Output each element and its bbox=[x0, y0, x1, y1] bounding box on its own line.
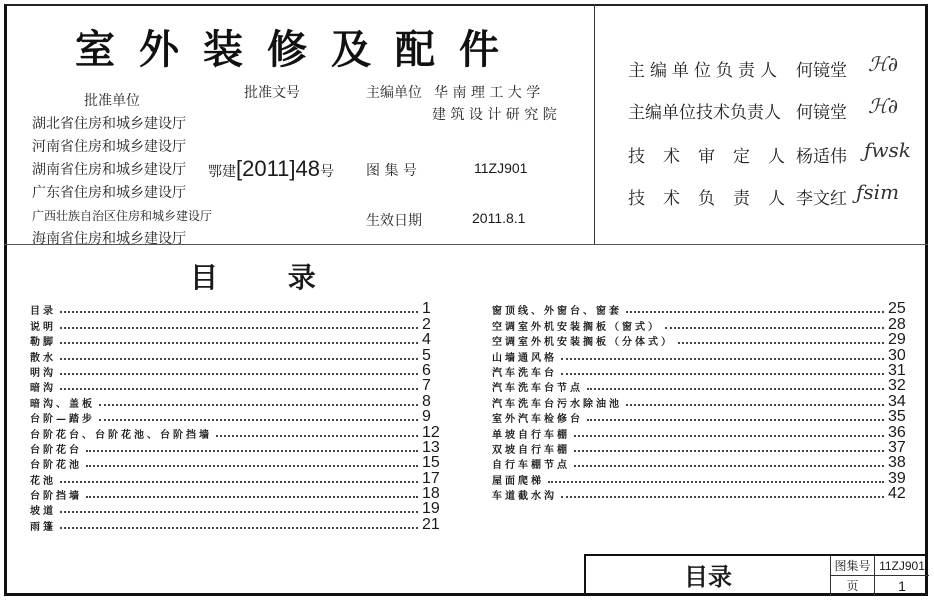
role: 主编单位技术负责人 bbox=[628, 103, 781, 123]
toc-entry-page: 12 bbox=[422, 423, 440, 441]
toc-entry-title: 台阶挡墙 bbox=[30, 491, 82, 503]
toc-entry-page: 39 bbox=[888, 469, 906, 487]
toc-entry[interactable] bbox=[30, 487, 444, 502]
toc-entry[interactable] bbox=[492, 333, 910, 348]
toc-entry[interactable] bbox=[30, 361, 444, 379]
toc-entry-title: 说明 bbox=[30, 321, 56, 333]
title-block-grid bbox=[830, 556, 929, 596]
role: 技术负责人 bbox=[628, 189, 803, 209]
toc-entry-page: 7 bbox=[422, 377, 431, 395]
responsibility-row bbox=[628, 56, 872, 81]
toc-entry[interactable] bbox=[30, 438, 444, 456]
leader-dots bbox=[60, 311, 418, 313]
editor-unit-line2: 建 筑 设 计 研 究 院 bbox=[432, 107, 557, 123]
leader-dots bbox=[86, 496, 418, 498]
toc-entry-title: 散水 bbox=[30, 352, 56, 364]
responsibility-row bbox=[628, 184, 872, 209]
leader-dots bbox=[665, 327, 884, 329]
toc-entry[interactable] bbox=[492, 410, 910, 425]
toc-entry-page: 2 bbox=[422, 315, 431, 333]
toc-entry[interactable] bbox=[30, 471, 444, 486]
toc-entry-title: 屋面爬梯 bbox=[492, 475, 544, 487]
toc-entry[interactable] bbox=[492, 438, 910, 456]
toc-entry-title: 台阶—踏步 bbox=[30, 414, 95, 426]
toc-entry[interactable] bbox=[30, 410, 444, 425]
toc-entry-page: 4 bbox=[422, 331, 431, 349]
header-divider-vertical bbox=[594, 4, 595, 244]
leader-dots bbox=[574, 465, 884, 467]
toc-entry-page: 5 bbox=[422, 346, 431, 364]
toc-entry-page: 19 bbox=[422, 500, 440, 518]
leader-dots bbox=[587, 388, 884, 390]
toc-entry-title: 目录 bbox=[30, 306, 56, 318]
toc-entry-title: 花池 bbox=[30, 475, 56, 487]
toc-entry-page: 21 bbox=[422, 515, 440, 533]
toc-title: 目 录 bbox=[190, 261, 346, 294]
leader-dots bbox=[548, 481, 884, 483]
toc-entry-title: 暗沟、盖板 bbox=[30, 398, 95, 410]
signature-icon: ℋ∂ bbox=[868, 52, 899, 76]
toc-entry-title: 汽车洗车台节点 bbox=[492, 383, 583, 395]
toc-right-column bbox=[492, 302, 910, 502]
approval-doc-year: [2011] bbox=[236, 156, 296, 181]
person-name: 李文红 bbox=[796, 189, 847, 209]
toc-entry-title: 汽车洗车台污水除油池 bbox=[492, 398, 622, 410]
approval-doc-prefix: 鄂建 bbox=[208, 164, 236, 180]
atlas-no: 11ZJ901 bbox=[875, 556, 929, 576]
toc-entry[interactable] bbox=[492, 471, 910, 486]
toc-entry-title: 空调室外机安装搁板（窗式） bbox=[492, 321, 661, 333]
toc-entry-page: 42 bbox=[888, 485, 906, 503]
toc-entry-page: 6 bbox=[422, 361, 431, 379]
leader-dots bbox=[561, 373, 884, 375]
title-block bbox=[584, 554, 928, 596]
leader-dots bbox=[626, 404, 884, 406]
toc-entry-title: 雨篷 bbox=[30, 521, 56, 533]
toc-entry[interactable] bbox=[30, 333, 444, 348]
toc-entry-page: 18 bbox=[422, 485, 440, 503]
toc-entry-title: 单坡自行车棚 bbox=[492, 429, 570, 441]
approval-unit: 湖南省住房和城乡建设厅 bbox=[32, 162, 186, 178]
approval-unit: 广西壮族自治区住房和城乡建设厅 bbox=[32, 209, 213, 223]
toc-entry-title: 山墙通风格 bbox=[492, 352, 557, 364]
toc-entry[interactable] bbox=[30, 517, 444, 532]
atlas-no-label: 图 集 号 bbox=[366, 163, 417, 179]
toc-entry-page: 8 bbox=[422, 392, 431, 410]
atlas-no: 11ZJ901 bbox=[474, 160, 528, 176]
toc-entry-page: 31 bbox=[888, 361, 906, 379]
toc-entry-title: 勒脚 bbox=[30, 337, 56, 349]
approval-unit: 湖北省住房和城乡建设厅 bbox=[32, 116, 186, 132]
toc-entry-page: 29 bbox=[888, 331, 906, 349]
toc-entry[interactable] bbox=[30, 425, 444, 440]
leader-dots bbox=[561, 496, 884, 498]
toc-entry-page: 28 bbox=[888, 315, 906, 333]
leader-dots bbox=[60, 511, 418, 513]
leader-dots bbox=[60, 342, 418, 344]
toc-entry[interactable] bbox=[492, 394, 910, 409]
approval-unit: 广东省住房和城乡建设厅 bbox=[32, 185, 186, 201]
effective-date-label: 生效日期 bbox=[366, 213, 422, 229]
leader-dots bbox=[587, 419, 884, 421]
toc-entry[interactable] bbox=[30, 317, 444, 332]
toc-entry[interactable] bbox=[30, 456, 444, 471]
toc-entry[interactable] bbox=[492, 317, 910, 332]
editor-unit-label: 主编单位 bbox=[366, 85, 422, 101]
toc-entry[interactable] bbox=[30, 348, 444, 363]
approval-doc-number bbox=[208, 156, 334, 182]
role: 主编单位负责人 bbox=[628, 61, 782, 81]
toc-entry-page: 9 bbox=[422, 408, 431, 426]
atlas-title: 室外装修及配件 bbox=[75, 27, 523, 73]
leader-dots bbox=[60, 388, 418, 390]
toc-entry-title: 窗顶线、外窗台、窗套 bbox=[492, 306, 622, 318]
header-info-block bbox=[4, 4, 594, 247]
toc-entry-title: 台阶花台、台阶花池、台阶挡墙 bbox=[30, 429, 212, 441]
toc-entry-page: 25 bbox=[888, 300, 906, 318]
toc-entry-title: 台阶花池 bbox=[30, 460, 82, 472]
toc-entry[interactable] bbox=[30, 502, 444, 517]
leader-dots bbox=[60, 327, 418, 329]
person-name: 杨适伟 bbox=[796, 147, 847, 167]
toc-entry-page: 34 bbox=[888, 392, 906, 410]
toc-entry-title: 室外汽车检修台 bbox=[492, 414, 583, 426]
leader-dots bbox=[60, 358, 418, 360]
leader-dots bbox=[86, 450, 418, 452]
leader-dots bbox=[99, 404, 418, 406]
toc-entry-title: 汽车洗车台 bbox=[492, 367, 557, 379]
toc-entry-page: 37 bbox=[888, 438, 906, 456]
person-name: 何镜堂 bbox=[796, 103, 847, 123]
signature-icon: ƒsim bbox=[856, 180, 900, 204]
toc-left-column bbox=[30, 302, 444, 533]
leader-dots bbox=[574, 435, 884, 437]
leader-dots bbox=[561, 358, 884, 360]
leader-dots bbox=[86, 465, 418, 467]
toc-entry[interactable] bbox=[492, 456, 910, 471]
toc-entry[interactable] bbox=[492, 487, 910, 502]
leader-dots bbox=[678, 342, 884, 344]
leader-dots bbox=[574, 450, 884, 452]
toc-entry-title: 车道截水沟 bbox=[492, 491, 557, 503]
atlas-no-label: 图集号 bbox=[831, 556, 875, 576]
leader-dots bbox=[60, 527, 418, 529]
approval-doc-num: 48 bbox=[295, 156, 321, 181]
leader-dots bbox=[60, 373, 418, 375]
person-name: 何镜堂 bbox=[796, 61, 847, 81]
approval-units bbox=[32, 90, 212, 251]
toc-entry-page: 38 bbox=[888, 454, 906, 472]
toc-entry-title: 暗沟 bbox=[30, 383, 56, 395]
page-number: 1 bbox=[898, 578, 906, 594]
toc-entry-title: 自行车棚节点 bbox=[492, 460, 570, 472]
toc-entry-page: 15 bbox=[422, 454, 440, 472]
toc-entry-title: 坡道 bbox=[30, 506, 56, 518]
toc-entry-page: 1 bbox=[422, 300, 431, 318]
toc-entry-page: 30 bbox=[888, 346, 906, 364]
toc-entry[interactable] bbox=[30, 394, 444, 409]
toc-entry-page: 17 bbox=[422, 469, 440, 487]
signature-icon: ƒwsk bbox=[864, 138, 911, 162]
approval-doc-label: 批准文号 bbox=[244, 85, 300, 101]
signature-icon: ℋ∂ bbox=[868, 94, 899, 118]
toc-entry-page: 32 bbox=[888, 377, 906, 395]
responsibility-row bbox=[628, 98, 872, 123]
sheet-name: 目录 bbox=[684, 563, 732, 591]
toc-entry-page: 36 bbox=[888, 423, 906, 441]
approval-unit: 河南省住房和城乡建设厅 bbox=[32, 139, 186, 155]
leader-dots bbox=[60, 481, 418, 483]
toc-entry-title: 明沟 bbox=[30, 367, 56, 379]
toc-entry[interactable] bbox=[492, 302, 910, 317]
toc-entry-page: 13 bbox=[422, 438, 440, 456]
responsibility-row bbox=[628, 142, 872, 167]
toc-entry-title: 台阶花台 bbox=[30, 444, 82, 456]
leader-dots bbox=[99, 419, 418, 421]
toc-entry[interactable] bbox=[492, 348, 910, 363]
toc-entry[interactable] bbox=[492, 361, 910, 379]
leader-dots bbox=[626, 311, 884, 313]
toc-entry-page: 35 bbox=[888, 408, 906, 426]
toc-entry-title: 双坡自行车棚 bbox=[492, 444, 570, 456]
leader-dots bbox=[216, 435, 418, 437]
role: 技术审定人 bbox=[628, 147, 803, 167]
toc-entry[interactable] bbox=[30, 302, 444, 317]
editor-unit-line1: 华 南 理 工 大 学 bbox=[434, 85, 541, 101]
toc-entry[interactable] bbox=[30, 379, 444, 394]
toc-entry[interactable] bbox=[492, 379, 910, 394]
approval-units-label: 批准单位 bbox=[84, 93, 140, 109]
toc-entry-title: 空调室外机安装搁板（分体式） bbox=[492, 337, 674, 349]
page-label: 页 bbox=[831, 576, 875, 596]
effective-date: 2011.8.1 bbox=[472, 210, 526, 226]
toc-entry[interactable] bbox=[492, 425, 910, 440]
approval-unit: 海南省住房和城乡建设厅 bbox=[32, 231, 186, 247]
approval-doc-suffix: 号 bbox=[320, 164, 335, 180]
